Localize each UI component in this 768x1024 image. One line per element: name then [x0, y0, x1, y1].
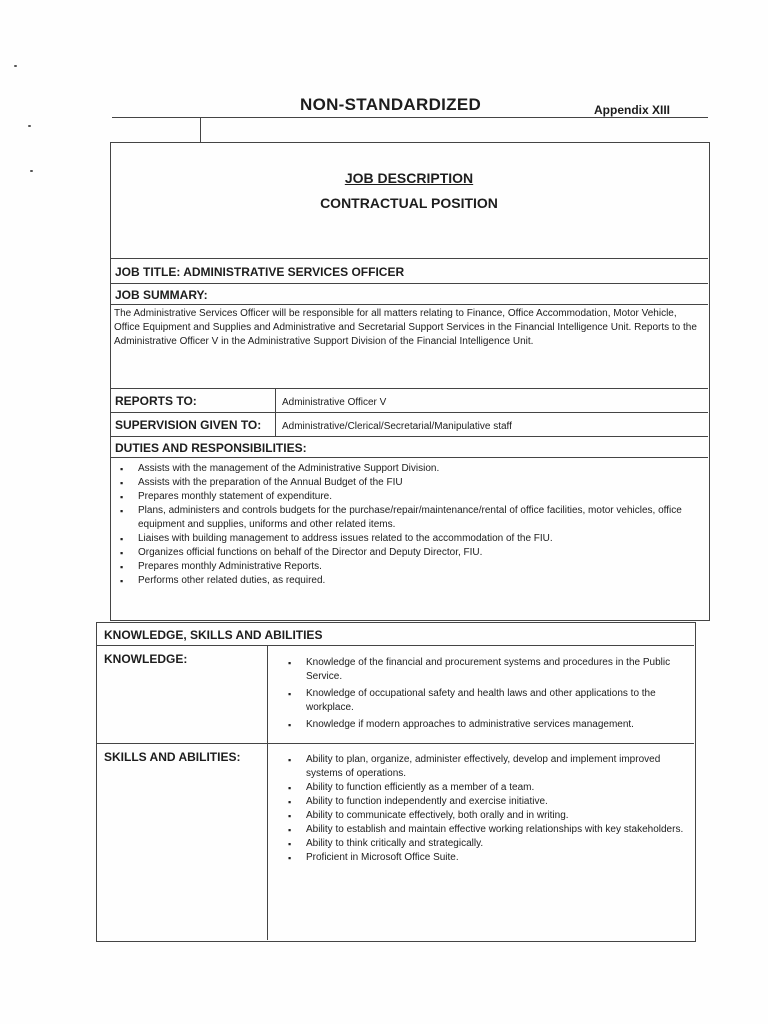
row-divider: [110, 436, 708, 437]
row-divider: [96, 743, 694, 744]
row-divider: [110, 258, 708, 259]
list-item: ▪ Performs other related duties, as required.: [116, 574, 704, 588]
list-item: ▪ Ability to function independently and exercise initiative.: [284, 795, 689, 809]
job-summary-text: The Administrative Services Officer will be responsible for all matters relating to Finance, Office Accommodation, Motor Vehicle, Office Equipment and Supplies and Administrative and Secretarial Support Services in the Financial Intelligence Unit. Reports to the Administrative Officer V in the Administrative Support Division of the Financial Intelligence Unit.: [114, 308, 697, 347]
list-item: ▪ Liaises with building management to address issues related to the accommodation of the FIU.: [116, 532, 704, 546]
heading-block: [110, 170, 708, 220]
job-description-heading: JOB DESCRIPTION: [344, 170, 474, 186]
list-item: ▪ Ability to plan, organize, administer effectively, develop and implement improved systems of operations.: [284, 753, 689, 781]
knowledge-list: [284, 656, 689, 735]
list-item: ▪ Plans, administers and controls budgets for the purchase/repair/maintenance/rental of office facilities, motor vehicles, office equipment and supplies, uniforms and other related items.: [116, 504, 704, 532]
list-item: ▪ Assists with the preparation of the Annual Budget of the FIU: [116, 476, 704, 490]
duties-label: DUTIES AND RESPONSIBILITIES:: [115, 441, 307, 455]
reports-to-label: REPORTS TO:: [115, 394, 197, 408]
reports-to-value: Administrative Officer V: [282, 397, 387, 408]
row-divider: [110, 388, 708, 389]
supervision-value: Administrative/Clerical/Secretarial/Manipulative staff: [282, 421, 512, 432]
skills-list: [284, 753, 689, 865]
col-divider: [267, 645, 268, 940]
list-item: ▪ Ability to establish and maintain effective working relationships with key stakeholders.: [284, 823, 689, 837]
supervision-label: SUPERVISION GIVEN TO:: [115, 418, 262, 432]
ksa-label: KNOWLEDGE, SKILLS AND ABILITIES: [104, 628, 323, 642]
list-item: ▪ Knowledge if modern approaches to administrative services management.: [284, 718, 689, 732]
row-divider: [96, 645, 694, 646]
scan-speck: [14, 65, 17, 67]
list-item: ▪ Ability to communicate effectively, both orally and in writing.: [284, 809, 689, 823]
contractual-position-heading: CONTRACTUAL POSITION: [320, 195, 498, 211]
top-strip-divider: [200, 118, 201, 142]
list-item: ▪ Organizes official functions on behalf of the Director and Deputy Director, FIU.: [116, 546, 704, 560]
list-item: ▪ Assists with the management of the Administrative Support Division.: [116, 462, 704, 476]
row-divider: [110, 457, 708, 458]
top-strip-line: [112, 117, 708, 118]
list-item: ▪ Ability to think critically and strategically.: [284, 837, 689, 851]
list-item: ▪ Knowledge of occupational safety and health laws and other applications to the workplace.: [284, 687, 689, 715]
duties-list: [116, 462, 704, 588]
row-divider: [110, 412, 708, 413]
list-item: ▪ Prepares monthly Administrative Reports.: [116, 560, 704, 574]
list-item: ▪ Proficient in Microsoft Office Suite.: [284, 851, 689, 865]
appendix-label: Appendix XIII: [594, 103, 671, 117]
list-item: ▪ Knowledge of the financial and procurement systems and procedures in the Public Service.: [284, 656, 689, 684]
scan-speck: [30, 170, 33, 172]
skills-label: SKILLS AND ABILITIES:: [104, 750, 241, 764]
job-summary-label: JOB SUMMARY:: [115, 288, 208, 302]
classification-title: NON-STANDARDIZED: [300, 95, 482, 114]
list-item: ▪ Ability to function efficiently as a member of a team.: [284, 781, 689, 795]
row-divider: [110, 283, 708, 284]
scan-speck: [28, 125, 31, 127]
job-title: JOB TITLE: ADMINISTRATIVE SERVICES OFFICER: [115, 265, 405, 279]
knowledge-label: KNOWLEDGE:: [104, 652, 188, 666]
row-divider: [110, 304, 708, 305]
list-item: ▪ Prepares monthly statement of expenditure.: [116, 490, 704, 504]
